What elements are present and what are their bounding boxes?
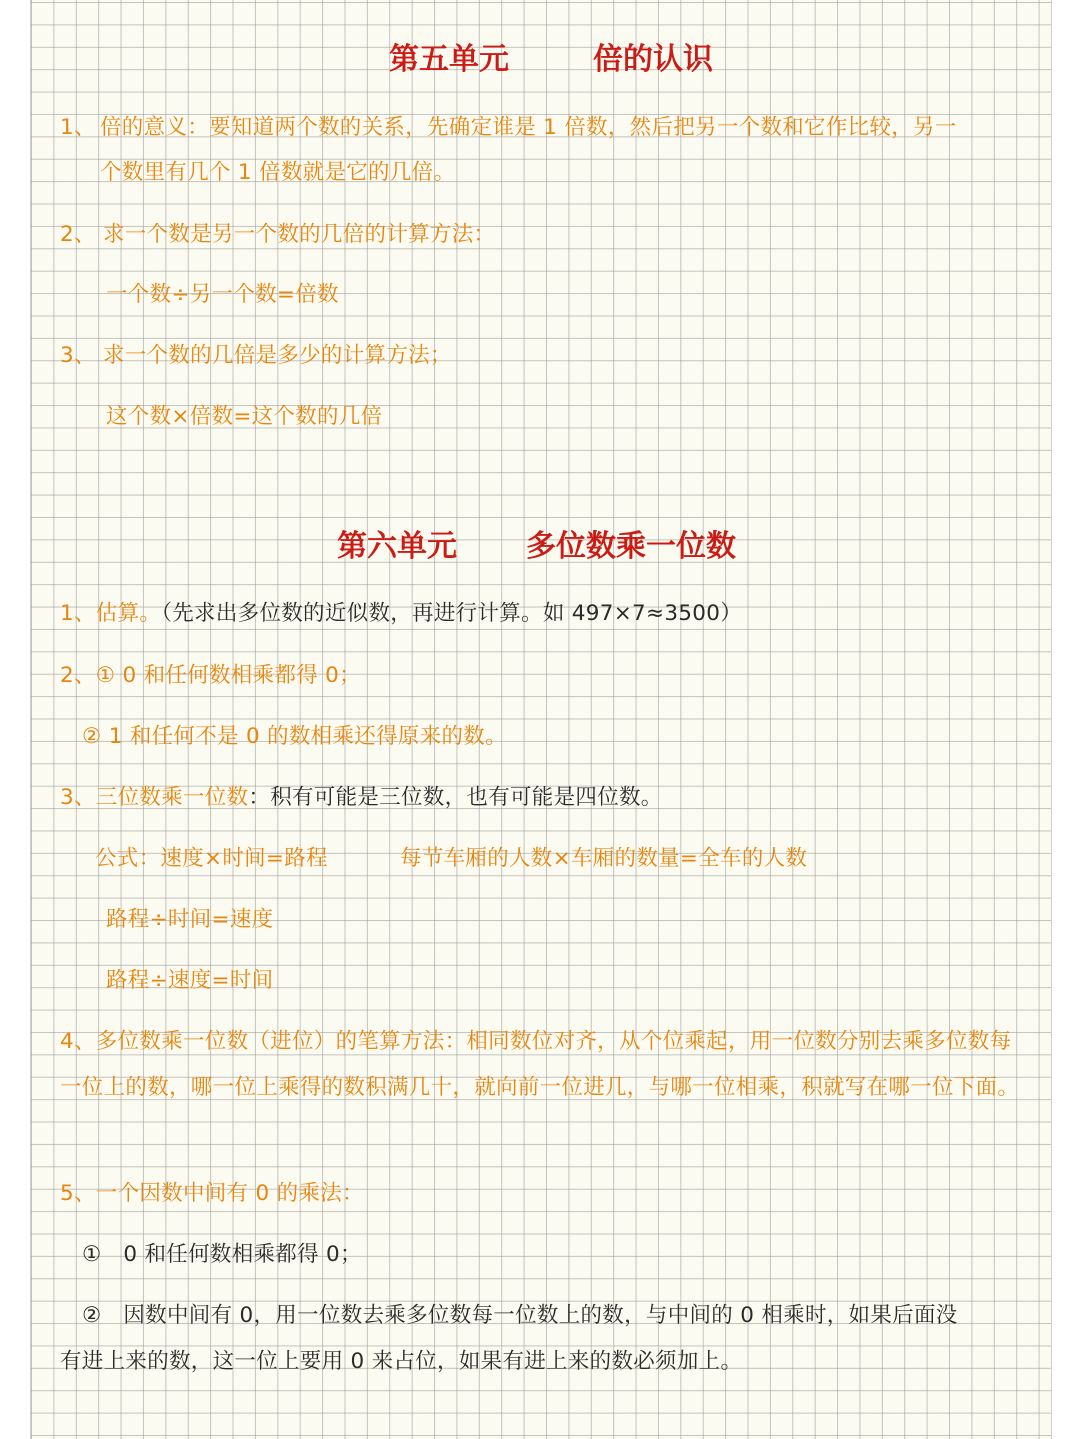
unit6-formula-train: 每节车厢的人数×车厢的数量=全车的人数 [400, 846, 808, 871]
unit5-item2-formula: 一个数÷另一个数=倍数 [106, 282, 339, 307]
grid-paper [30, 0, 1052, 1439]
unit6-item1 [60, 600, 742, 628]
unit6-formula-distance-time: 路程÷时间=速度 [106, 907, 274, 932]
unit6-item3 [60, 784, 663, 812]
unit6-formula-speed: 公式：速度×时间=路程 [95, 846, 328, 871]
unit6-item5-rule1: ① 0 和任何数相乘都得 0； [82, 1242, 362, 1267]
unit6-topic: 多位数乘一位数 [526, 529, 736, 564]
unit6-formula-distance-speed: 路程÷速度=时间 [106, 968, 274, 993]
unit6-item5: 5、一个因数中间有 0 的乘法： [60, 1181, 364, 1206]
unit5-item3-formula: 这个数×倍数=这个数的几倍 [106, 404, 383, 429]
unit5-item3: 3、 求一个数的几倍是多少的计算方法； [60, 343, 452, 368]
unit6-item2-rule2: ② 1 和任何不是 0 的数相乘还得原来的数。 [82, 724, 507, 749]
unit5-item2: 2、 求一个数是另一个数的几倍的计算方法： [60, 222, 496, 247]
unit6-item1-heading: 1、估算。 [60, 601, 162, 626]
unit6-item1-body: （先求出多位数的近似数，再进行计算。如 497×7≈3500） [161, 601, 743, 626]
unit5-item1-line1: 倍的意义：要知道两个数的关系，先确定谁是 1 倍数，然后把另一个数和它作比较，另一 [100, 115, 957, 140]
unit6-item4: 4、多位数乘一位数（进位）的笔算方法：相同数位对齐，从个位乘起，用一位数分别去乘多位数每一位上的数，哪一位上乘得的数积满几十，就向前一位进几，与哪一位相乘，积就写在哪一位下面。 [60, 1029, 1020, 1100]
unit6-item3-body: ：积有可能是三位数，也有可能是四位数。 [248, 785, 663, 810]
unit6-item2-rule1: 2、① 0 和任何数相乘都得 0； [60, 663, 361, 688]
unit5-item1-number: 1、 [60, 115, 96, 140]
unit5-item1-line2: 个数里有几个 1 倍数就是它的几倍。 [100, 160, 456, 185]
unit6-item5-rule2-line1: ② 因数中间有 0，用一位数去乘多位数每一位数上的数，与中间的 0 相乘时，如果后面没 [82, 1303, 958, 1328]
unit6-title: 第六单元 [337, 529, 457, 564]
unit5-title: 第五单元 [389, 42, 509, 77]
unit5-topic: 倍的认识 [593, 42, 713, 77]
unit6-item5-rule2-line2: 有进上来的数，这一位上要用 0 来占位，如果有进上来的数必须加上。 [60, 1349, 743, 1374]
unit6-item3-heading: 3、三位数乘一位数 [60, 785, 249, 810]
